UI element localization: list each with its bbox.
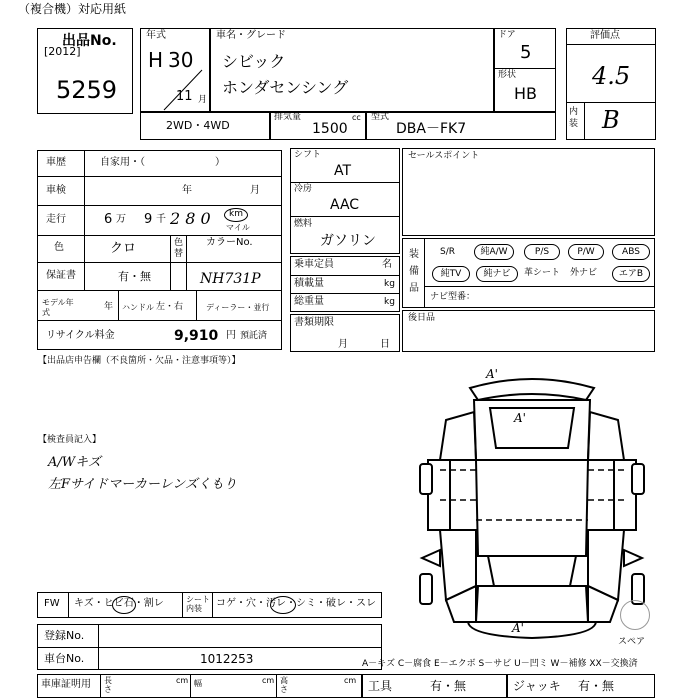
- fuel-value: ガソリン: [320, 233, 376, 249]
- capacity-unit: 名: [382, 259, 392, 270]
- tools-label: 工具: [368, 679, 393, 693]
- aircon-value: AAC: [330, 197, 360, 213]
- sales-point-label: セールスポイント: [408, 151, 480, 161]
- mileage-sen: 9: [144, 212, 153, 227]
- jack-label: ジャッキ: [513, 679, 561, 693]
- mileage-rest: 2 8 0: [170, 209, 211, 228]
- document-unit: 月: [338, 339, 348, 350]
- year-label: 年式: [146, 30, 166, 41]
- cert-length-unit: cm: [176, 676, 189, 685]
- type-value: DBA－FK7: [396, 121, 467, 137]
- equip-power-steering: P/S: [524, 244, 560, 260]
- mark-rear-spoiler: A': [486, 367, 498, 381]
- model-year-label: モデル年式: [42, 298, 74, 317]
- model-label: 車名・グレード: [216, 30, 286, 41]
- floor-circle-mark: [112, 596, 136, 614]
- model-grade: ホンダセンシング: [222, 78, 349, 97]
- warranty-label: 保証書: [46, 270, 76, 281]
- dealer-value: ディーラー・並行: [206, 303, 270, 312]
- handle-label: ハンドル: [122, 303, 154, 312]
- shape-value: HB: [514, 84, 538, 103]
- seat-interior-items: コゲ・穴・汚レ・シミ・破レ・スレ: [216, 598, 376, 609]
- form-type-note: （複合機）対応用紙: [18, 2, 127, 16]
- lot-number: 5259: [56, 76, 118, 104]
- year-value: 30: [168, 48, 194, 72]
- load-label: 積載量: [294, 278, 324, 289]
- gross-unit: kg: [384, 297, 395, 307]
- doors-value: 5: [520, 42, 532, 63]
- floor-label: FW: [44, 598, 60, 609]
- spare-tire-icon: [620, 600, 650, 630]
- floor-items: キズ・ヒビ石・割レ: [74, 598, 164, 609]
- inspection-year-unit: 年: [182, 185, 192, 196]
- garage-cert-label: 車庫証明用: [41, 679, 91, 690]
- tools-value: 有・無: [430, 679, 467, 693]
- later-items-label: 後日品: [408, 313, 436, 323]
- inspector-note-1: A/Wキズ: [48, 455, 101, 470]
- shape-label: 形状: [498, 70, 517, 80]
- cert-height-unit: cm: [344, 676, 357, 685]
- equipment-label: 装備品: [409, 249, 419, 294]
- seller-notes-label: 【出品店申告欄（不良箇所・欠品・注意事項等）】: [38, 356, 241, 366]
- type-label: 型式: [371, 112, 390, 122]
- equip-abs: ABS: [612, 244, 650, 260]
- warranty-value: 有・無: [118, 270, 151, 283]
- year-era: H: [148, 48, 164, 72]
- drive-label: 2WD・4WD: [166, 119, 230, 132]
- cert-height-label: 高さ: [280, 676, 288, 694]
- equip-alloy-wheel: 純A/W: [474, 244, 514, 260]
- model-year-unit: 年: [104, 302, 114, 312]
- cert-length-label: 長さ: [104, 676, 112, 694]
- load-unit: kg: [384, 279, 395, 289]
- mileage-man: 6: [104, 212, 113, 227]
- year-month: 11: [176, 89, 193, 104]
- lot-year-tag: [2012]: [44, 45, 81, 58]
- equip-genuine-tv: 純TV: [432, 266, 470, 282]
- score-value: 4.5: [592, 62, 631, 90]
- lot-label: 出品No.: [62, 33, 117, 49]
- recycle-deposit: 預託済: [240, 331, 268, 341]
- displacement-unit: cc: [352, 113, 361, 122]
- cert-width-unit: cm: [262, 676, 275, 685]
- color-value: クロ: [110, 241, 137, 256]
- mileage-km: km: [229, 209, 243, 219]
- shift-value: AT: [334, 163, 352, 179]
- registration-label: 登録No.: [44, 629, 85, 642]
- interior-label: 内装: [569, 107, 579, 129]
- equip-airbag: エアB: [612, 266, 650, 282]
- damage-legend: A－キズ C－腐食 E－エクボ S－サビ U－凹ミ W－補修 XX－交換済: [362, 659, 638, 669]
- inspector-note-2: 左Fサイドマーカーレンズくもり: [48, 477, 237, 492]
- color-change-label: 色替: [174, 238, 184, 259]
- mileage-sen-unit: 千: [156, 214, 166, 225]
- document-label: 書類期限: [294, 317, 334, 328]
- equip-power-window: P/W: [568, 244, 604, 260]
- mileage-mile: マイル: [226, 223, 250, 232]
- cert-width-label: 幅: [194, 679, 202, 688]
- color-code-value: NH731P: [200, 271, 261, 287]
- shift-label: シフト: [294, 150, 322, 160]
- chassis-label: 車台No.: [44, 652, 85, 665]
- recycle-unit: 円: [226, 330, 236, 341]
- interior-circle-mark: [270, 596, 296, 614]
- gross-label: 総重量: [294, 296, 324, 307]
- equip-genuine-navi: 純ナビ: [476, 266, 518, 282]
- mark-front-bumper: A': [512, 621, 524, 635]
- capacity-label: 乗車定員: [294, 259, 334, 270]
- color-code-label: カラーNo.: [206, 237, 253, 248]
- displacement-value: 1500: [312, 121, 348, 137]
- interior-value: B: [602, 106, 620, 134]
- spare-label: スペア: [618, 637, 646, 647]
- chassis-value: 1012253: [200, 652, 254, 666]
- aircon-label: 冷房: [294, 184, 313, 194]
- inspection-month-unit: 月: [250, 185, 260, 196]
- mileage-man-unit: 万: [116, 214, 126, 225]
- recycle-value: 9,910: [174, 328, 219, 344]
- history-label: 車歴: [46, 157, 66, 168]
- sales-point-box: [402, 148, 655, 236]
- year-month-unit: 月: [198, 95, 208, 105]
- color-label: 色: [54, 242, 64, 253]
- history-value: 自家用・（ ）: [100, 157, 225, 168]
- jack-value: 有・無: [578, 679, 615, 693]
- equip-sr: S/R: [440, 247, 455, 257]
- doors-label: ドア: [498, 30, 516, 40]
- equip-aftermarket-navi: 外ナビ: [570, 268, 598, 278]
- inspector-label: 【検査員記入】: [38, 435, 102, 445]
- inspection-label: 車検: [46, 185, 66, 196]
- navi-label: ナビ型番：: [430, 292, 476, 302]
- mark-rear-glass: A': [514, 411, 526, 425]
- handle-value: 左・右: [156, 302, 184, 312]
- mileage-label: 走行: [46, 214, 66, 225]
- document-day: 日: [380, 339, 390, 350]
- seat-interior-label: シート内装: [186, 595, 210, 613]
- equip-leather-seat: 革シート: [524, 268, 561, 278]
- recycle-label: リサイクル料金: [46, 330, 115, 341]
- later-items-box: [402, 310, 655, 352]
- displacement-label: 排気量: [274, 112, 302, 122]
- fuel-label: 燃料: [294, 219, 313, 229]
- model-name: シビック: [222, 52, 286, 71]
- score-label: 評価点: [590, 30, 620, 41]
- car-damage-diagram: [410, 360, 655, 640]
